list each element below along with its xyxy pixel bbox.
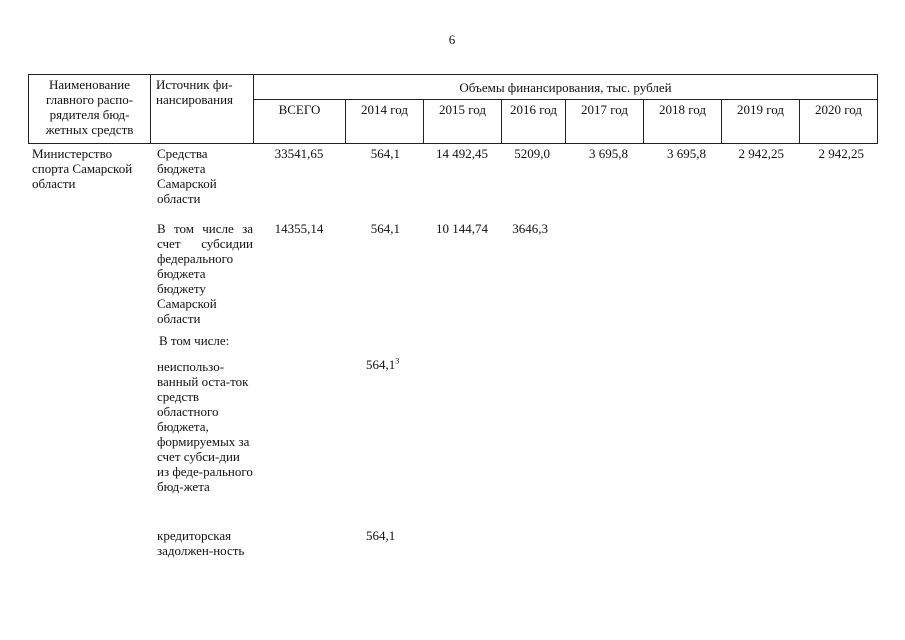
row1-2017: 3 695,8	[589, 146, 628, 161]
row1-2014: 564,1	[370, 146, 400, 161]
header-total: ВСЕГО	[254, 100, 346, 144]
row1-2018: 3 695,8	[667, 146, 706, 161]
header-2018: 2018 год	[644, 100, 722, 144]
header-2020: 2020 год	[800, 100, 878, 144]
row1-2016: 5209,0	[514, 146, 550, 161]
subrow2-source: кредиторская задолжен-ность	[157, 528, 245, 558]
subrow1-source: неиспользо-ванный оста-ток средств областного бюджета, формируемых за счет субси-дии из феде-рального бюд-жета	[157, 359, 253, 494]
row1-2015: 14 492,45	[436, 146, 488, 161]
row1-2020: 2 942,25	[818, 146, 864, 161]
row2-2015: 10 144,74	[436, 221, 488, 236]
row2-2014: 564,1	[370, 221, 400, 236]
row1-total: 33541,65	[274, 146, 324, 161]
header-2014: 2014 год	[346, 100, 424, 144]
header-volumes: Объемы финансирования, тыс. рублей	[254, 75, 878, 100]
row1-2019: 2 942,25	[738, 146, 784, 161]
row2-2016: 3646,3	[512, 221, 548, 236]
row1-source: Средства бюджета Самарской области	[157, 146, 217, 206]
header-name: Наименование главного распо-рядителя бюд-жетных средств	[29, 75, 151, 144]
row2-total: 14355,14	[274, 221, 324, 236]
financing-table-header	[28, 74, 878, 144]
including-label: В том числе:	[159, 333, 230, 348]
ministry-name: Министерство спорта Самарской области	[32, 146, 133, 191]
header-2016: 2016 год	[502, 100, 566, 144]
footnote-mark: 3	[395, 356, 400, 366]
header-2017: 2017 год	[566, 100, 644, 144]
page-number: 6	[448, 32, 456, 47]
header-source: Источник фи-нансирования	[151, 75, 254, 144]
subrow2-2014: 564,1	[366, 528, 396, 543]
header-2019: 2019 год	[722, 100, 800, 144]
header-2015: 2015 год	[424, 100, 502, 144]
subrow1-2014: 564,1$^3$	[366, 356, 400, 372]
row2-source: В том числе за счет субсидии федерального бюджета бюджету Самарской области	[157, 221, 253, 326]
